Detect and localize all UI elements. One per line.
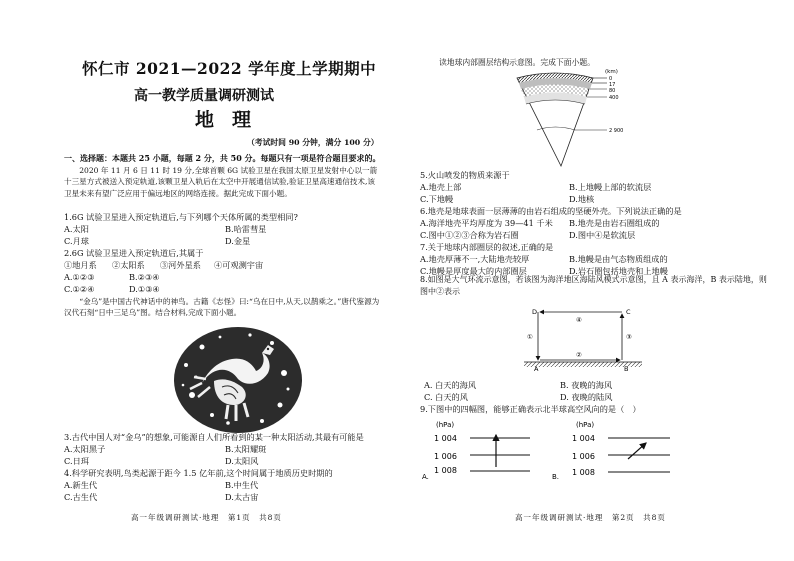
isobar-label: 1 006 (434, 452, 457, 461)
flow-1-label: ① (527, 333, 533, 341)
depth-label: 80 (609, 88, 616, 94)
q4-option-c: C.古生代 (64, 492, 98, 502)
flow-3-label: ③ (626, 333, 632, 341)
question-4: 4.科学研究表明,鸟类起源于距今 1.5 亿年前,这个时间属于地质历史时期的 (64, 468, 333, 478)
q5-option-c: C.下地幔 (420, 194, 454, 204)
point-d-label: D (532, 308, 538, 316)
question-5: 5.火山喷发的物质来源于 (420, 170, 510, 180)
question-6: 6.地壳是地球表面一层薄薄的由岩石组成的坚硬外壳。下列说法正确的是 (420, 206, 682, 216)
q5-option-a: A.地壳上部 (420, 182, 462, 192)
page-footer: 高一年级调研测试·地理 第1页 共8页 (131, 513, 282, 522)
exam-info: （考试时间 90 分钟，满分 100 分） (247, 138, 379, 147)
question-1: 1.6G 试验卫星进入预定轨道后,与下列哪个天体所属的类型相同? (64, 212, 298, 222)
q3-option-a: A.太阳黑子 (64, 444, 106, 454)
q1-option-c: C.月球 (64, 236, 89, 246)
q7-option-a: A.地壳厚薄不一,大陆地壳较厚 (420, 254, 530, 264)
right-page (397, 0, 794, 561)
q2-item-4: ④可观测宇宙 (214, 260, 264, 270)
km-unit-label: (km) (605, 69, 618, 75)
q3-option-c: C.日珥 (64, 456, 89, 466)
isobar-panels (420, 417, 760, 487)
hpa-unit-label: (hPa) (576, 421, 595, 429)
depth-label: 2 900 (609, 128, 624, 134)
q6-option-a: A.海洋地壳平均厚度为 39—41 千米 (420, 218, 553, 228)
hpa-unit-label: (hPa) (436, 421, 455, 429)
isobar-label: 1 008 (572, 468, 595, 477)
exam-subtitle: 高一教学质量调研测试 (134, 88, 274, 104)
q1-option-b: B.哈雷彗星 (225, 224, 267, 234)
isobar-label: 1 004 (572, 434, 595, 443)
q2-option-a: A.①②③ (64, 272, 95, 282)
question-7: 7.关于地球内部圈层的叙述,正确的是 (420, 242, 554, 252)
question-3: 3.古代中国人对“金乌”的想象,可能源自人们所看到的某一种太阳活动,其最有可能是 (64, 432, 364, 442)
point-a-label: A (534, 365, 539, 373)
section-heading: 一、选择题：本题共 25 小题，每题 2 分，共 50 分。每题只有一项是符合题目要求的。 (64, 153, 381, 163)
passage-1: 2020 年 11 月 6 日 11 时 19 分,全球首颗 6G 试验卫星在我国太原卫星发射中心以一箭十三星方式被送入预定轨道,该颗卫星入轨后在太空中开展通信试验,验证卫星高速通信技术,该卫星未来有望广泛应用于偏远地区的网络连接。据此完成下面小题。 (64, 166, 378, 198)
flow-4-label: ④ (576, 316, 582, 324)
q2-option-d: D.①③④ (129, 284, 160, 294)
q8-option-d: D. 夜晚的陆风 (560, 392, 613, 402)
q2-item-1: ①地月系 (64, 260, 97, 270)
point-b-label: B (624, 365, 629, 373)
depth-label: 400 (609, 95, 619, 101)
depth-label: 17 (609, 82, 616, 88)
question-9: 9.下图中的四幅图，能够正确表示北半球高空风向的是（ ） (420, 404, 641, 414)
passage-2: “金乌”是中国古代神话中的神鸟。古籍《志怪》曰:“乌在日中,从天,以鹊乘之。”唐代鉴源为汉代石刻“日中三足乌”图。结合材料,完成下面小题。 (64, 297, 380, 318)
q6-option-b: B.地壳是由岩石圈组成的 (569, 218, 660, 228)
q6-option-c: C.图中①②③合称为岩石圈 (420, 230, 519, 240)
flow-2-label: ② (576, 351, 582, 359)
question-8: 8.如图是大气环流示意图，若该图为海洋地区海陆风模式示意图，且 A 表示海洋，B 表示陆地，则图中②表示 (420, 275, 767, 296)
q7-option-b: B.地幔是由气态物质组成的 (569, 254, 668, 264)
point-c-label: C (626, 308, 631, 316)
isobar-label: 1 008 (434, 466, 457, 475)
q2-option-c: C.①②④ (64, 284, 95, 294)
q1-option-a: A.太阳 (64, 224, 89, 234)
q1-option-d: D.金星 (225, 236, 251, 246)
q5-option-d: D.地核 (569, 194, 595, 204)
q3-option-d: D.太阳风 (225, 456, 259, 466)
isobar-label: 1 004 (434, 434, 457, 443)
q2-item-3: ③河外星系 (160, 260, 201, 270)
q8-option-c: C. 白天的风 (424, 392, 468, 402)
panel-b-label: B. (552, 473, 560, 481)
q4-option-d: D.太古宙 (225, 492, 259, 502)
q8-option-b: B. 夜晚的海风 (560, 380, 613, 390)
q2-option-b: B.②③④ (129, 272, 160, 282)
question-2: 2.6G 试验卫星进入预定轨道后,其属于 (64, 248, 204, 258)
q6-option-d: D.图中④是软流层 (569, 230, 636, 240)
diagram-intro: 读地球内部圈层结构示意图。完成下面小题。 (439, 58, 595, 67)
q2-item-2: ②太阳系 (112, 260, 145, 270)
subject-title: 地理 (195, 109, 270, 131)
depth-label: 0 (609, 76, 613, 82)
q8-option-a: A. 白天的海风 (424, 380, 477, 390)
q4-option-b: B.中生代 (225, 480, 259, 490)
panel-a-label: A. (422, 473, 429, 481)
exam-title: 怀仁市 2021—2022 学年度上学期期中 (82, 59, 377, 78)
circulation-diagram (524, 302, 642, 374)
q7-option-d: D.岩石圈包括地壳和上地幔 (569, 266, 668, 276)
q4-option-a: A.新生代 (64, 480, 98, 490)
golden-crow-rubbing-image (172, 325, 304, 435)
earth-interior-diagram (515, 68, 635, 168)
q7-option-c: C.地幔是厚度最大的内部圈层 (420, 266, 527, 276)
page-footer: 高一年级调研测试·地理 第2页 共8页 (515, 513, 666, 522)
q3-option-b: B.太阳耀斑 (225, 444, 267, 454)
q5-option-b: B.上地幔上部的软流层 (569, 182, 652, 192)
isobar-label: 1 006 (572, 452, 595, 461)
